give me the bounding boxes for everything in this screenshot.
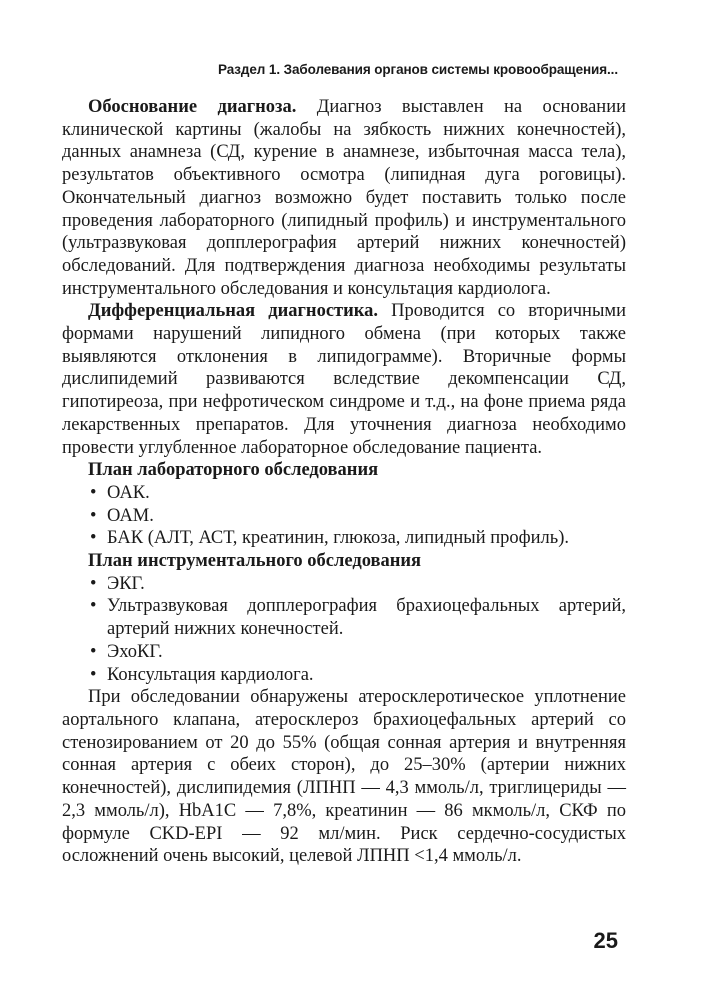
list-item: • ЭхоКГ. bbox=[62, 641, 626, 664]
list-item: • ЭКГ. bbox=[62, 573, 626, 596]
list-item: • Консультация кардиолога. bbox=[62, 664, 626, 687]
list-item: • ОАМ. bbox=[62, 505, 626, 528]
page-body bbox=[62, 96, 626, 868]
justification-lead: Обоснование диагноза. bbox=[88, 97, 297, 117]
page-number: 25 bbox=[593, 928, 618, 953]
justification-text: Диагноз выставлен на основании клинической картины (жалобы на зябкость нижних конечностей), данных анамнеза (СД, курение в анамнезе, избыточная масса тела), результатов объективного осмотра (липидная дуга роговицы). Окончательный диагноз возможно будет поставить только после проведения лабораторного (липидный профиль) и инструментального (ультразвуковая допплерография артерий нижних конечностей) обследований. Для подтверждения диагноза необходимы результаты инструментального обследования и консультация кардиолога. bbox=[62, 97, 626, 299]
lab-plan-title: План лабораторного обследования bbox=[88, 460, 379, 481]
justification-paragraph bbox=[62, 96, 626, 300]
differential-text: Проводится со вторичными формами нарушений липидного обмена (при которых также выявляются отклонения в липидограмме). Вторичные формы дислипидемий развиваются вследствие декомпенсации СД, гипотиреоза, при нефротическом синдроме и т.д., на фоне приема ряда лекарственных препаратов. Для уточнения диагноза необходимо провести углубленное лабораторное обследование пациента. bbox=[62, 301, 626, 458]
instrumental-plan-title: План инструментального обследования bbox=[88, 551, 422, 572]
running-header: Раздел 1. Заболевания органов системы кровообращения... bbox=[218, 62, 618, 77]
differential-paragraph bbox=[62, 300, 626, 459]
lab-plan-list bbox=[62, 482, 626, 550]
instrumental-plan-list bbox=[62, 573, 626, 687]
list-item: • БАК (АЛТ, АСТ, креатинин, глюкоза, липидный профиль). bbox=[62, 527, 626, 550]
list-item: • ОАК. bbox=[62, 482, 626, 505]
list-item: • Ультразвуковая допплерография брахиоцефальных артерий, артерий нижних конечностей. bbox=[62, 595, 626, 640]
differential-lead: Дифференциальная диагностика. bbox=[88, 301, 379, 322]
findings-paragraph: При обследовании обнаружены атеросклеротическое уплотнение аортального клапана, атеросклероз брахиоцефальных артерий со стенозированием от 20 до 55% (общая сонная артерия и внутренняя сонная артерия с обеих сторон), до 25–30% (артерии нижних конечностей), дислипидемия (ЛПНП — 4,3 ммоль/л, триглицериды — 2,3 ммоль/л), HbA1C — 7,8%, креатинин — 86 мкмоль/л, СКФ по формуле CKD-EPI — 92 мл/мин. Риск сердечно-сосудистых осложнений очень высокий, целевой ЛПНП <1,4 ммоль/л. bbox=[62, 687, 626, 867]
